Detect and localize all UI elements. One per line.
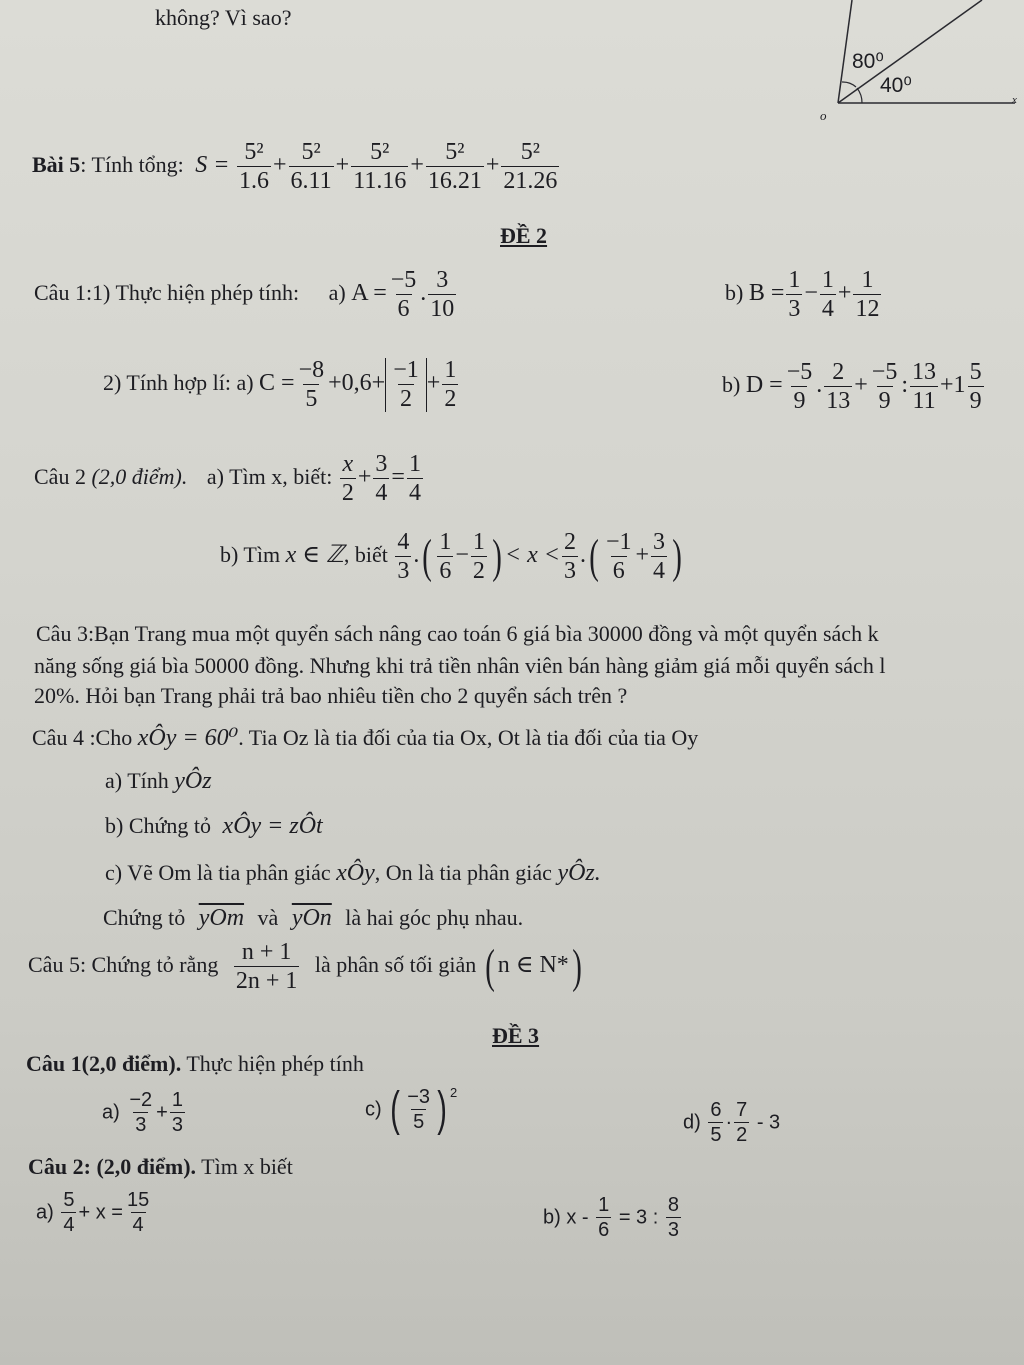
de2-cau1-d: b) D = $\frac{-5}{9}$ . $\frac{2}{13}$ + $\frac{-5}{9}$ : $\frac{13}{11}$ +1 $\frac{5}{9}$ xyxy=(722,359,982,415)
de2-cau1-b: b) B = $\frac{1}{3}$ − $\frac{1}{4}$ + $\frac{1}{12}$ xyxy=(725,267,880,323)
de2-cau3-line1: Câu 3:Bạn Trang mua một quyển sách nâng cao toán 6 giá bìa 30000 đồng và một quyển sách k xyxy=(36,621,879,646)
de2-cau5: Câu 5: Chứng tỏ rằng $\frac{n + 1}{2n + 1}$ là phân số tối giản ( n ∈ N*) xyxy=(28,939,582,995)
de2-cau4-a: a) Tính yÔz xyxy=(105,768,212,794)
origin-label: o xyxy=(820,108,827,123)
de2-cau3-line3: 20%. Hỏi bạn Trang phải trả bao nhiêu tiền cho 2 quyển sách trên ? xyxy=(34,683,628,708)
de2-cau4-c: c) Vẽ Om là tia phân giác xÔy, On là tia phân giác yÔz. xyxy=(105,860,601,886)
bai5-term-2: $\frac{\text{5²}}{6.11}$ xyxy=(290,139,332,195)
de3-cau2-a: a) $\frac{5}{4}$ + x = $\frac{15}{4}$ xyxy=(36,1189,150,1236)
de2-cau2-b: b) Tìm x ∈ ℤ, biết $\frac{4}{3}$ .( $\frac{1}{6}$ − $\frac{1}{2}$ ) < x < $\frac{2}{3}$ .( $\frac{-1}{6}$ + $\frac{3}{4}$ ) xyxy=(220,529,682,585)
bai5-line: Bài 5: Tính tổng: S = $\frac{\text{5²}}{1.6}$ + $\frac{\text{5²}}{6.11}$ + $\frac{\text{5²}}{11.16}$ + $\frac{\text{5²}}{16.21}$ + $\frac{\text{5²}}{21.26}$ xyxy=(32,139,558,195)
de3-cau1-heading: Câu 1(2,0 điểm). Thực hiện phép tính xyxy=(26,1051,364,1076)
de3-title: ĐỀ 3 xyxy=(492,1023,540,1048)
de2-cau4-intro: Câu 4 :Cho xÔy = 60⁰. Tia Oz là tia đối của tia Ox, Ot là tia đối của tia Oy xyxy=(32,725,699,751)
de2-title: ĐỀ 2 xyxy=(500,223,548,248)
bai5-term-5: $\frac{\text{5²}}{21.26}$ xyxy=(503,139,558,195)
de3-cau2-b: b) x - $\frac{1}{6}$ = 3 : $\frac{8}{3}$ xyxy=(543,1194,679,1241)
angle-label-40: 40⁰ xyxy=(880,74,912,97)
de3-cau1-d: d) $\frac{6}{5}$ · $\frac{7}{2}$ - 3 xyxy=(683,1099,781,1146)
angle-figure xyxy=(800,0,1024,125)
de3-cau2-heading: Câu 2: (2,0 điểm). Tìm x biết xyxy=(28,1154,293,1179)
bai5-label: Bài 5 xyxy=(32,152,81,178)
previous-question-tail: không? Vì sao? xyxy=(155,5,292,30)
axis-label-x: x xyxy=(1012,94,1017,106)
de2-cau4-b: b) Chứng tỏ xÔy = zÔt xyxy=(105,813,323,839)
de2-cau3-line2: năng sống giá bìa 50000 đồng. Nhưng khi trả tiền nhân viên bán hàng giảm giá mỗi quyển sách l xyxy=(34,653,886,678)
bai5-term-3: $\frac{\text{5²}}{11.16}$ xyxy=(353,139,407,195)
de2-cau2-a: Câu 2 (2,0 điểm). a) Tìm x, biết: $\frac{x}{2}$ + $\frac{3}{4}$ = $\frac{1}{4}$ xyxy=(34,451,421,507)
angle-label-80: 80⁰ xyxy=(852,50,884,73)
de2-cau1-part1: Câu 1:1) Thực hiện phép tính: a) A = $\frac{-5}{6}$ . $\frac{3}{10}$ xyxy=(34,267,455,323)
de2-cau4-d: Chứng tỏ $\overline{yOm}$ và $\overline{yOn}$ là hai góc phụ nhau. xyxy=(103,905,524,931)
de3-cau1-a: a) $\frac{-2}{3}$ + $\frac{1}{3}$ xyxy=(102,1089,183,1136)
bai5-term-4: $\frac{\text{5²}}{16.21}$ xyxy=(427,139,482,195)
de2-cau1-part2: 2) Tính hợp lí: a) C = $\frac{-8}{5}$ +0,6+ $\frac{-1}{2}$ + $\frac{1}{2}$ xyxy=(103,357,457,413)
de3-cau1-c: c) ( $\frac{-3}{5}$ ) $^2$ xyxy=(365,1083,458,1136)
bai5-term-1: $\frac{\text{5²}}{1.6}$ xyxy=(239,139,269,195)
